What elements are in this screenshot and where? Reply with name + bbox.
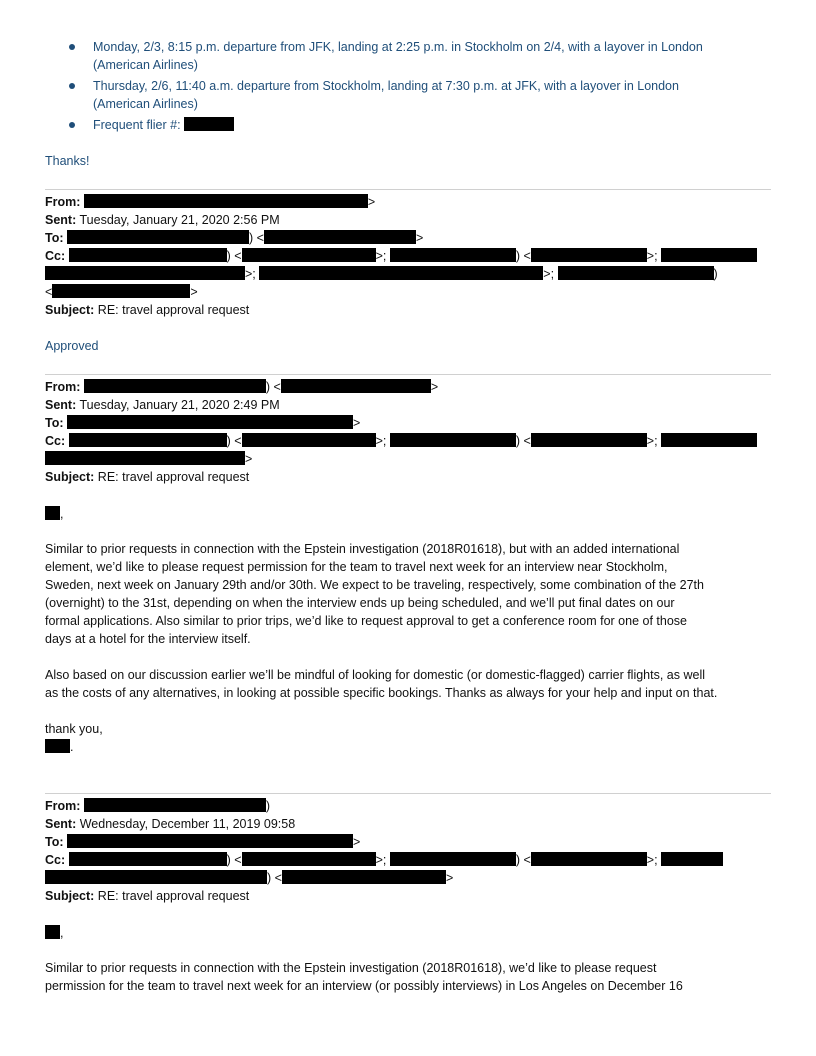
redaction [259, 266, 543, 280]
signature: . [45, 738, 73, 756]
redaction [67, 834, 353, 848]
redaction [69, 433, 227, 447]
redaction [390, 433, 516, 447]
redaction [661, 248, 757, 262]
bullet-marker [69, 83, 75, 89]
redaction [242, 852, 376, 866]
redaction [69, 248, 227, 262]
bullet-item-2-line2: (American Airlines) [93, 97, 198, 111]
redaction [45, 451, 245, 465]
bullet-marker [69, 122, 75, 128]
redaction [45, 739, 70, 753]
redaction [84, 798, 266, 812]
redaction [390, 248, 516, 262]
cc-line-cont: >; >; ) [45, 265, 718, 283]
salutation: , [45, 924, 63, 942]
thanks-text: Thanks! [45, 154, 90, 168]
from-line: From: ) [45, 799, 271, 813]
redaction [84, 379, 266, 393]
cc-line-cont: > [45, 450, 252, 468]
cc-line: Cc: ) < >; ) < >; [45, 432, 757, 450]
redaction [242, 433, 376, 447]
body-paragraph: Similar to prior requests in connection with the Epstein investigation (2018R01618), but with an added international element, we’d like to please request permission for the team to travel next week for an interview near Stockholm, Sweden, next week on January 29th and/or 30th. We expect to be traveling, respectively, some combination of the 27th (overnight) to the 31st, depending on when the interview ends up being scheduled, and we’ll put final dates on our formal applications. Also similar to prior trips, we’d like to request approval to get a conference room for one of those days at a hotel for the interview itself. [45, 542, 704, 646]
divider [45, 374, 771, 375]
subject-line: Subject: RE: travel approval request [45, 303, 250, 317]
body-paragraph: Similar to prior requests in connection with the Epstein investigation (2018R01618), we’d like to please request permission for the team to travel next week for an interview (or possibly interviews) in Los Angeles on December 16 [45, 961, 683, 993]
cc-line-cont: < > [45, 285, 198, 299]
cc-line-cont: ) < > [45, 869, 453, 887]
redaction [558, 266, 714, 280]
from-line: From: > [45, 195, 376, 209]
bullet-marker [69, 44, 75, 50]
signoff: thank you, [45, 722, 103, 736]
bullet-item-2-line1: Thursday, 2/6, 11:40 a.m. departure from Stockholm, landing at 7:30 p.m. at JFK, with a layover in London [93, 79, 679, 93]
redaction [531, 248, 647, 262]
sent-line: Sent: Wednesday, December 11, 2019 09:58 [45, 817, 296, 831]
redaction [390, 852, 516, 866]
bullet-item-1-line1: Monday, 2/3, 8:15 p.m. departure from JFK, landing at 2:25 p.m. in Stockholm on 2/4, with a layover in London [93, 40, 703, 54]
cc-line: Cc: ) < >; ) < >; [45, 851, 723, 869]
to-line: To: > [45, 416, 361, 430]
redaction [84, 194, 368, 208]
from-line: From: ) < > [45, 380, 439, 394]
subject-line: Subject: RE: travel approval request [45, 889, 250, 903]
redaction [45, 266, 245, 280]
redaction [281, 379, 431, 393]
bullet-item-3: Frequent flier #: [93, 116, 234, 134]
redaction [661, 433, 757, 447]
redaction [52, 284, 190, 298]
sent-line: Sent: Tuesday, January 21, 2020 2:49 PM [45, 398, 280, 412]
body-paragraph: Also based on our discussion earlier we’ll be mindful of looking for domestic (or domestic-flagged) carrier flights, as well as the costs of any alternatives, in looking at possible specific bookings. Thanks as always for your help and input on that. [45, 668, 718, 700]
redaction [184, 117, 234, 131]
bullet-item-1-line2: (American Airlines) [93, 58, 198, 72]
redaction [531, 433, 647, 447]
redaction [45, 506, 60, 520]
reply-text: Approved [45, 339, 99, 353]
redaction [45, 925, 60, 939]
redaction [69, 852, 227, 866]
sent-line: Sent: Tuesday, January 21, 2020 2:56 PM [45, 213, 280, 227]
redaction [67, 230, 249, 244]
to-line: To: ) < > [45, 231, 424, 245]
cc-line: Cc: ) < >; ) < >; [45, 247, 757, 265]
subject-line: Subject: RE: travel approval request [45, 470, 250, 484]
redaction [242, 248, 376, 262]
redaction [264, 230, 416, 244]
redaction [661, 852, 723, 866]
redaction [282, 870, 446, 884]
salutation: , [45, 505, 63, 523]
to-line: To: > [45, 835, 361, 849]
redaction [531, 852, 647, 866]
divider [45, 793, 771, 794]
divider [45, 189, 771, 190]
redaction [45, 870, 267, 884]
redaction [67, 415, 353, 429]
